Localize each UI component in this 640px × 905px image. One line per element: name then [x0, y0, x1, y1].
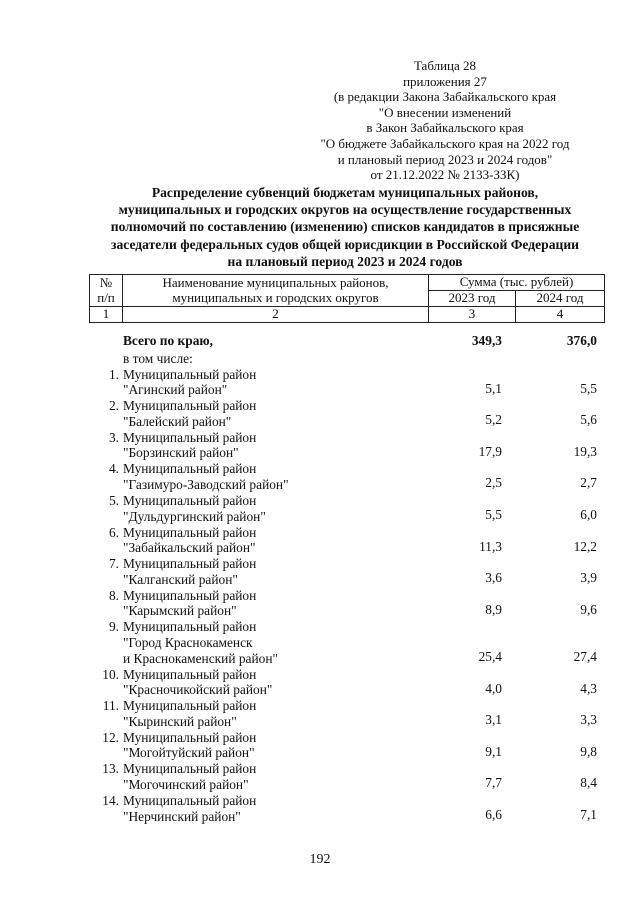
col-2024-header: 2024 год	[516, 291, 605, 307]
district-name-line: Муниципальный район	[123, 698, 257, 714]
header-line: и плановый период 2023 и 2024 годов"	[337, 151, 553, 167]
title-line: муниципальных и городских округов на осуществление государственных	[118, 202, 572, 218]
amount-2024: 3,9	[580, 570, 597, 586]
table-row	[89, 667, 604, 699]
row-number: 11.	[102, 698, 119, 714]
amount-2024: 6,0	[580, 506, 597, 522]
amount-2023: 5,2	[485, 412, 502, 428]
district-name-line: Муниципальный район	[123, 366, 257, 382]
district-name-line: "Дульдургинский район"	[123, 508, 266, 524]
document-title	[90, 184, 600, 270]
including-row	[89, 351, 604, 367]
row-number: 9.	[108, 619, 119, 635]
row-number: 4.	[108, 461, 119, 477]
row-number: 13.	[102, 761, 119, 777]
col-name-header: Наименование муниципальных районов, муниципальных и городских округов	[123, 275, 429, 307]
title-line: полномочий по составлению (изменению) списков кандидатов в присяжные	[110, 219, 580, 235]
amount-2024: 5,5	[580, 380, 597, 396]
amount-2023: 4,0	[485, 680, 502, 696]
district-name	[123, 793, 423, 824]
row-number: 3.	[108, 429, 119, 445]
col-index-4: 4	[516, 307, 605, 323]
table-row	[89, 493, 604, 525]
table-row	[89, 367, 604, 399]
title-line: на плановый период 2023 и 2024 годов	[227, 253, 463, 269]
district-name-line: Муниципальный район	[123, 556, 257, 572]
district-name	[123, 556, 423, 587]
district-name-line: "Могойтуйский район"	[123, 745, 255, 761]
district-name-line: и Краснокаменский район"	[123, 650, 278, 666]
table-row	[89, 556, 604, 588]
district-name-line: Муниципальный район	[123, 666, 257, 682]
district-name	[123, 398, 423, 429]
district-name-line: "Борзинский район"	[123, 445, 239, 461]
col-index-2: 2	[123, 307, 429, 323]
table-row	[89, 430, 604, 462]
district-name-line: "Агинский район"	[123, 382, 228, 398]
district-name-line: Муниципальный район	[123, 461, 257, 477]
district-name	[123, 493, 423, 524]
including-label: в том числе:	[123, 351, 193, 366]
amount-2024: 2,7	[580, 475, 597, 491]
district-name-line: "Город Краснокаменск	[123, 634, 253, 650]
amount-2023: 8,9	[485, 601, 502, 617]
page-number: 192	[309, 852, 331, 867]
table-row	[89, 398, 604, 430]
amount-2023: 25,4	[478, 648, 502, 664]
row-number: 1.	[108, 366, 119, 382]
district-name	[123, 667, 423, 698]
amount-2023: 11,3	[479, 538, 502, 554]
row-number: 7.	[108, 556, 119, 572]
annex-header	[300, 58, 590, 183]
total-2023: 349,3	[471, 333, 502, 348]
col-index-3: 3	[429, 307, 516, 323]
col-index-1: 1	[90, 307, 123, 323]
amount-2023: 3,1	[485, 712, 502, 728]
row-number: 14.	[102, 792, 119, 808]
district-name	[123, 525, 423, 556]
district-rows	[89, 367, 604, 825]
district-name-line: "Карымский район"	[123, 603, 237, 619]
district-name-line: Муниципальный район	[123, 792, 257, 808]
header-line: (в редакции Закона Забайкальского края	[333, 89, 557, 105]
district-name-line: "Калганский район"	[123, 571, 238, 587]
table-body	[89, 333, 604, 825]
amount-2023: 17,9	[478, 443, 502, 459]
header-line: от 21.12.2022 № 2133-ЗЗК)	[370, 167, 520, 183]
district-name	[123, 588, 423, 619]
col-sum-header: Сумма (тыс. рублей)	[429, 275, 605, 291]
amount-2024: 9,8	[580, 743, 597, 759]
district-name	[123, 698, 423, 729]
district-name	[123, 367, 423, 398]
amount-2023: 5,1	[485, 380, 502, 396]
row-number: 10.	[102, 666, 119, 682]
amount-2024: 12,2	[573, 538, 597, 554]
district-name-line: Муниципальный район	[123, 524, 257, 540]
table-row	[89, 588, 604, 620]
amount-2024: 4,3	[580, 680, 597, 696]
total-row	[89, 333, 604, 351]
district-name	[123, 619, 423, 666]
district-name	[123, 461, 423, 492]
amount-2024: 7,1	[580, 806, 597, 822]
district-name-line: Муниципальный район	[123, 619, 257, 635]
district-name-line: Муниципальный район	[123, 761, 257, 777]
table-row	[89, 525, 604, 557]
district-name-line: Муниципальный район	[123, 492, 257, 508]
header-line: "О бюджете Забайкальского края на 2022 год	[320, 135, 570, 151]
district-name-line: Муниципальный район	[123, 729, 257, 745]
table-row	[89, 730, 604, 762]
amount-2023: 2,5	[485, 475, 502, 491]
header-line: "О внесении изменений	[378, 104, 512, 120]
amount-2024: 5,6	[580, 412, 597, 428]
district-name-line: "Могочинский район"	[123, 776, 249, 792]
district-name-line: "Красночикойский район"	[123, 682, 273, 698]
district-name	[123, 730, 423, 761]
amount-2024: 27,4	[573, 648, 597, 664]
row-number: 5.	[108, 492, 119, 508]
table-row	[89, 698, 604, 730]
title-line: Распределение субвенций бюджетам муниципальных районов,	[151, 185, 539, 200]
district-name	[123, 430, 423, 461]
amount-2023: 6,6	[485, 806, 502, 822]
district-name	[123, 761, 423, 792]
table-row	[89, 461, 604, 493]
district-name-line: "Нерчинский район"	[123, 808, 241, 824]
title-line: заседатели федеральных судов общей юрисдикции в Российской Федерации	[110, 236, 579, 252]
amount-2024: 19,3	[573, 443, 597, 459]
amount-2023: 5,5	[485, 506, 502, 522]
amount-2024: 3,3	[580, 712, 597, 728]
row-number: 2.	[108, 398, 119, 414]
table-row	[89, 761, 604, 793]
table-row	[89, 619, 604, 666]
table-header	[89, 274, 605, 323]
amount-2024: 8,4	[580, 775, 597, 791]
district-name-line: "Газимуро-Заводский район"	[123, 476, 289, 492]
district-name-line: Муниципальный район	[123, 587, 257, 603]
district-name-line: "Кыринский район"	[123, 713, 237, 729]
amount-2023: 3,6	[485, 570, 502, 586]
total-label: Всего по краю,	[123, 333, 213, 348]
district-name-line: "Забайкальский район"	[123, 540, 256, 556]
row-number: 12.	[102, 729, 119, 745]
col-2023-header: 2023 год	[429, 291, 516, 307]
amount-2023: 9,1	[485, 743, 502, 759]
row-number: 8.	[108, 587, 119, 603]
header-line: в Закон Забайкальского края	[366, 120, 524, 136]
table-row	[89, 793, 604, 825]
amount-2023: 7,7	[485, 775, 502, 791]
district-name-line: Муниципальный район	[123, 398, 257, 414]
district-name-line: Муниципальный район	[123, 429, 257, 445]
district-name-line: "Балейский район"	[123, 413, 232, 429]
header-line: приложения 27	[403, 73, 487, 89]
col-num-header: № п/п	[90, 275, 123, 307]
amount-2024: 9,6	[580, 601, 597, 617]
header-line: Таблица 28	[413, 58, 477, 73]
row-number: 6.	[108, 524, 119, 540]
total-2024: 376,0	[566, 333, 597, 348]
